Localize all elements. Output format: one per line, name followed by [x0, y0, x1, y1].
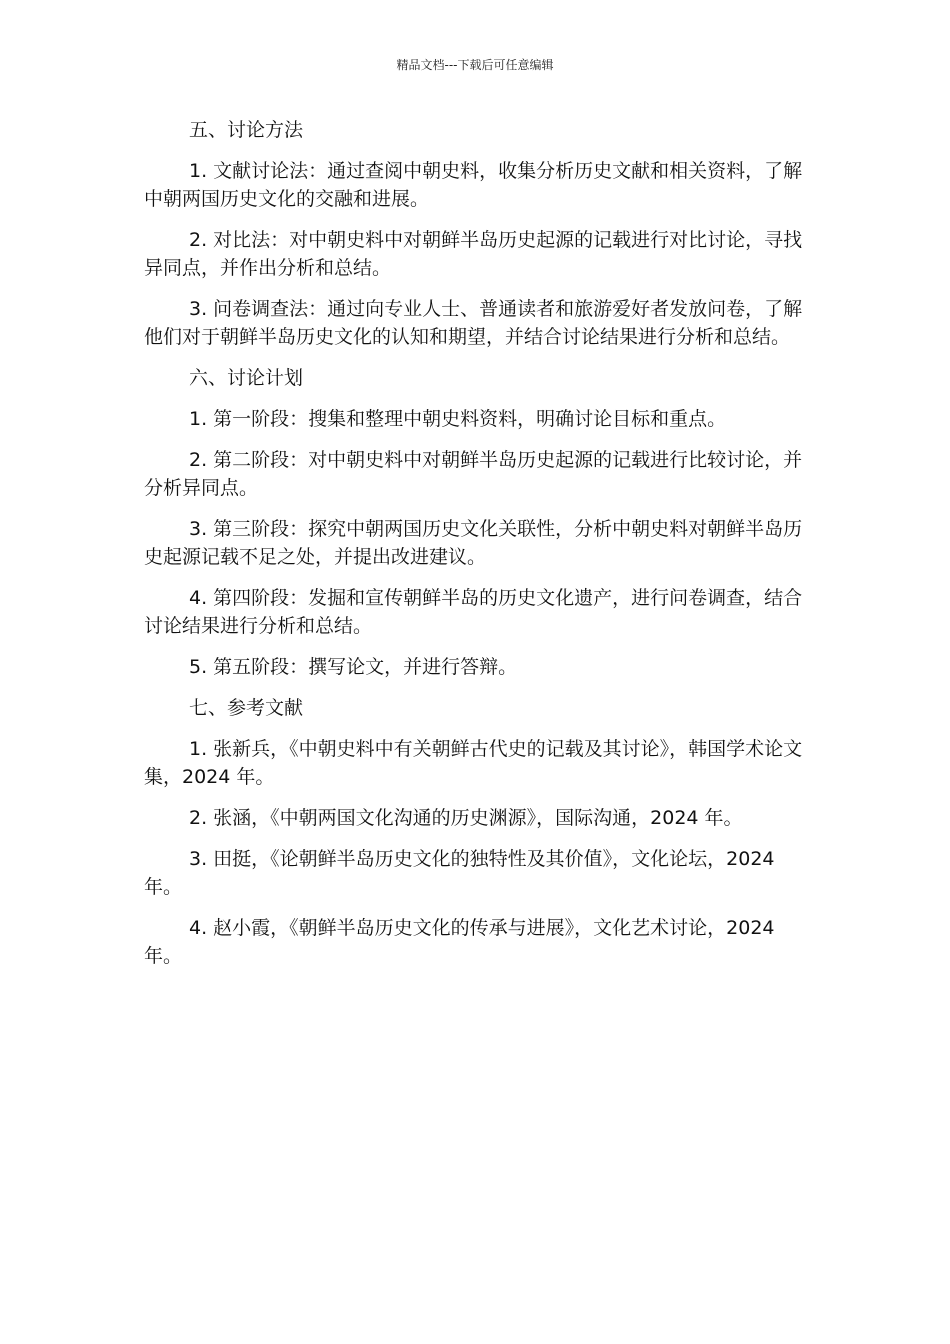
section-heading-references: 七、参考文献	[189, 697, 304, 719]
page-header: 精品文档---下载后可任意编辑	[396, 58, 554, 72]
reference-item-1: 1. 张新兵，《中朝史料中有关朝鲜古代史的记载及其讨论》，韩国学术论文集，2024 年。	[144, 738, 803, 788]
reference-item-4: 4. 赵小霞，《朝鲜半岛历史文化的传承与进展》，文化艺术讨论，2024 年。	[144, 917, 775, 967]
plan-item-3: 3. 第三阶段：探究中朝两国历史文化关联性，分析中朝史料对朝鲜半岛历史起源记载不足之处，并提出改进建议。	[144, 518, 803, 568]
methods-item-3: 3. 问卷调查法：通过向专业人士、普通读者和旅游爱好者发放问卷，了解他们对于朝鲜半岛历史文化的认知和期望，并结合讨论结果进行分析和总结。	[144, 298, 803, 348]
plan-item-5: 5. 第五阶段：撰写论文，并进行答辩。	[189, 656, 518, 678]
plan-item-4: 4. 第四阶段：发掘和宣传朝鲜半岛的历史文化遗产，进行问卷调查，结合讨论结果进行分析和总结。	[144, 587, 803, 637]
document-body	[144, 116, 808, 983]
plan-item-2: 2. 第二阶段：对中朝史料中对朝鲜半岛历史起源的记载进行比较讨论，并分析异同点。	[144, 449, 803, 499]
plan-item-1: 1. 第一阶段：搜集和整理中朝史料资料，明确讨论目标和重点。	[189, 408, 727, 430]
reference-item-2: 2. 张涵，《中朝两国文化沟通的历史渊源》，国际沟通，2024 年。	[189, 807, 743, 829]
section-heading-plan: 六、讨论计划	[189, 367, 304, 389]
methods-item-1: 1. 文献讨论法：通过查阅中朝史料，收集分析历史文献和相关资料，了解中朝两国历史文化的交融和进展。	[144, 160, 803, 210]
methods-item-2: 2. 对比法：对中朝史料中对朝鲜半岛历史起源的记载进行对比讨论，寻找异同点，并作出分析和总结。	[144, 229, 803, 279]
reference-item-3: 3. 田挺，《论朝鲜半岛历史文化的独特性及其价值》，文化论坛，2024 年。	[144, 848, 775, 898]
section-heading-methods: 五、讨论方法	[189, 119, 304, 141]
